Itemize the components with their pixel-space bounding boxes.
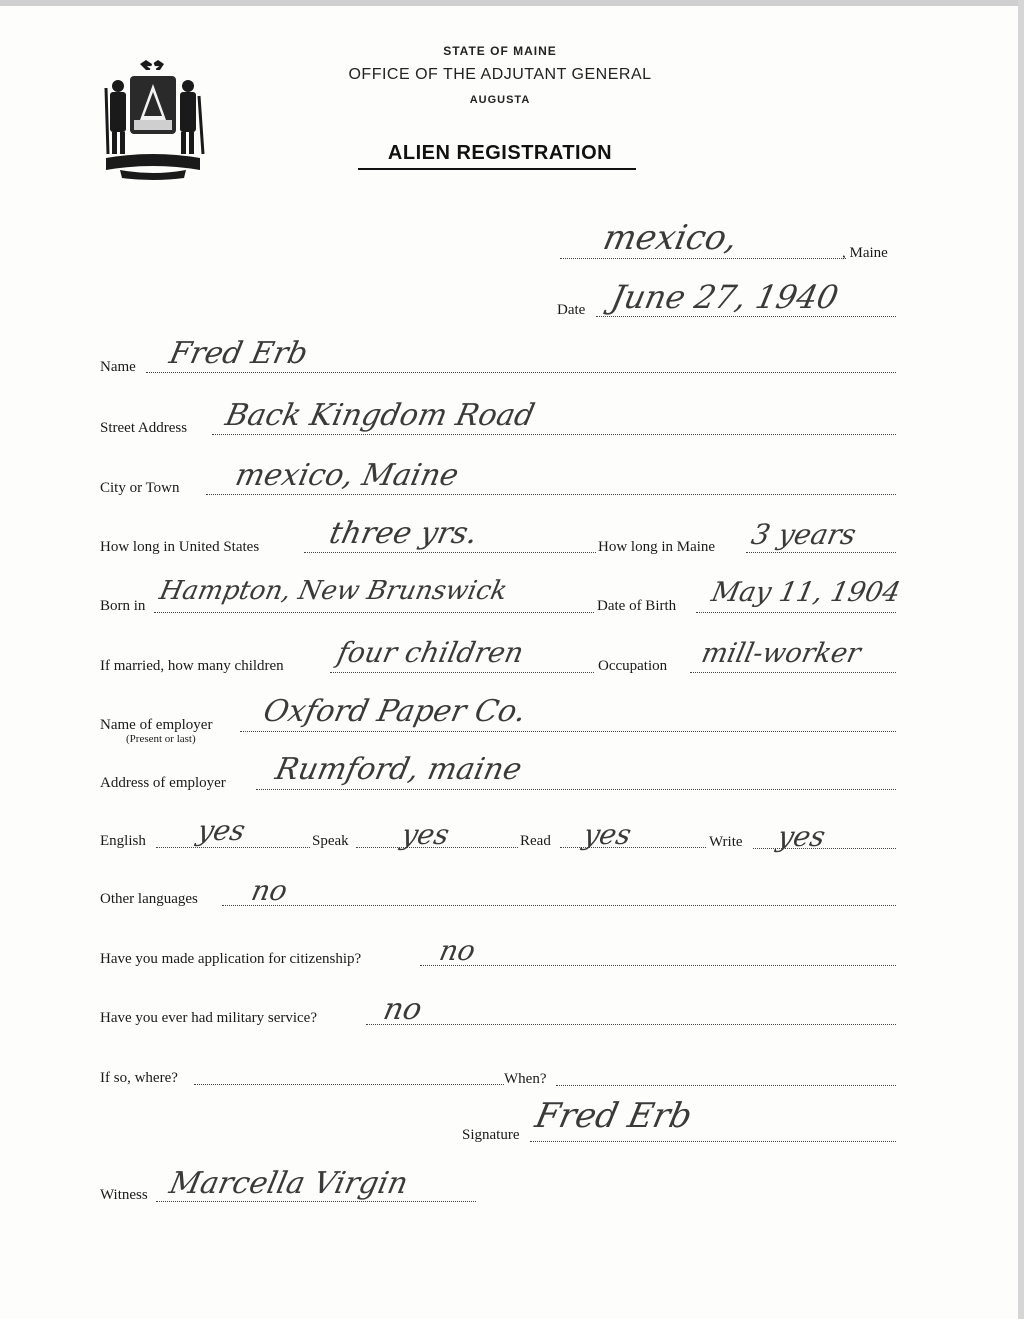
name-value: Fred Erb [166, 336, 311, 371]
maine-duration-line [746, 552, 896, 553]
signature-value: Fred Erb [531, 1096, 696, 1136]
english-label: English [100, 833, 146, 849]
employer-value: Oxford Paper Co. [260, 694, 530, 729]
street-label: Street Address [100, 420, 188, 436]
citizenship-value: no [436, 934, 479, 967]
place-line [560, 258, 846, 259]
where-line [194, 1084, 504, 1085]
dob-line [696, 612, 896, 613]
other-languages-label: Other languages [100, 891, 198, 907]
witness-line [156, 1201, 476, 1202]
street-line [212, 434, 896, 435]
born-label: Born in [100, 598, 146, 614]
header-city: AUGUSTA [469, 94, 531, 106]
employer-label: Name of employer [100, 717, 213, 733]
occupation-label: Occupation [598, 658, 668, 674]
employer-line [240, 731, 896, 732]
dob-label: Date of Birth [597, 598, 677, 614]
place-suffix: , Maine [842, 245, 888, 261]
state-seal-icon [100, 58, 206, 180]
scan-edge-top [0, 0, 1024, 6]
maine-duration-value: 3 years [748, 518, 860, 551]
form-title: ALIEN REGISTRATION [387, 142, 613, 164]
date-label: Date [557, 302, 586, 318]
military-line [366, 1024, 896, 1025]
english-line [156, 847, 310, 848]
citizenship-label: Have you made application for citizenship? [100, 951, 362, 967]
write-label: Write [709, 834, 743, 850]
military-value: no [380, 992, 426, 1027]
children-value: four children [334, 636, 527, 669]
city-label: City or Town [100, 480, 180, 496]
signature-label: Signature [462, 1127, 520, 1143]
name-line [146, 372, 896, 373]
children-label: If married, how many children [100, 658, 284, 674]
military-label: Have you ever had military service? [100, 1010, 317, 1026]
street-value: Back Kingdom Road [222, 398, 538, 433]
employer-address-line [256, 789, 896, 790]
witness-value: Marcella Virgin [166, 1166, 412, 1201]
header-state: STATE OF MAINE [443, 44, 557, 58]
occupation-value: mill-worker [698, 638, 864, 669]
header-office: OFFICE OF THE ADJUTANT GENERAL [348, 66, 652, 83]
when-label: When? [504, 1071, 547, 1087]
signature-line [530, 1141, 896, 1142]
us-duration-line [304, 552, 596, 553]
children-line [330, 672, 594, 673]
date-line [596, 316, 896, 317]
other-languages-value: no [248, 874, 291, 907]
witness-label: Witness [100, 1187, 148, 1203]
employer-address-value: Rumford, maine [272, 752, 525, 787]
occupation-line [690, 672, 896, 673]
english-value: yes [194, 814, 249, 847]
dob-value: May 11, 1904 [708, 577, 904, 608]
maine-duration-label: How long in Maine [598, 539, 716, 555]
date-value: June 27, 1940 [607, 278, 842, 316]
place-value: mexico, [599, 218, 741, 258]
when-line [556, 1085, 896, 1086]
name-label: Name [100, 359, 136, 375]
write-value: yes [774, 820, 829, 853]
employer-sublabel: (Present or last) [126, 733, 196, 745]
read-label: Read [520, 833, 551, 849]
speak-value: yes [398, 818, 453, 851]
other-languages-line [222, 905, 896, 906]
speak-label: Speak [312, 833, 349, 849]
employer-address-label: Address of employer [100, 775, 226, 791]
us-duration-label: How long in United States [100, 539, 260, 555]
citizenship-line [420, 965, 896, 966]
scan-edge-right [1018, 0, 1024, 1319]
city-value: mexico, Maine [232, 458, 462, 493]
city-line [206, 494, 896, 495]
born-value: Hampton, New Brunswick [156, 576, 510, 606]
born-line [154, 612, 594, 613]
title-underline [358, 168, 636, 170]
us-duration-value: three yrs. [326, 516, 481, 551]
where-label: If so, where? [100, 1070, 178, 1086]
read-value: yes [580, 818, 635, 851]
